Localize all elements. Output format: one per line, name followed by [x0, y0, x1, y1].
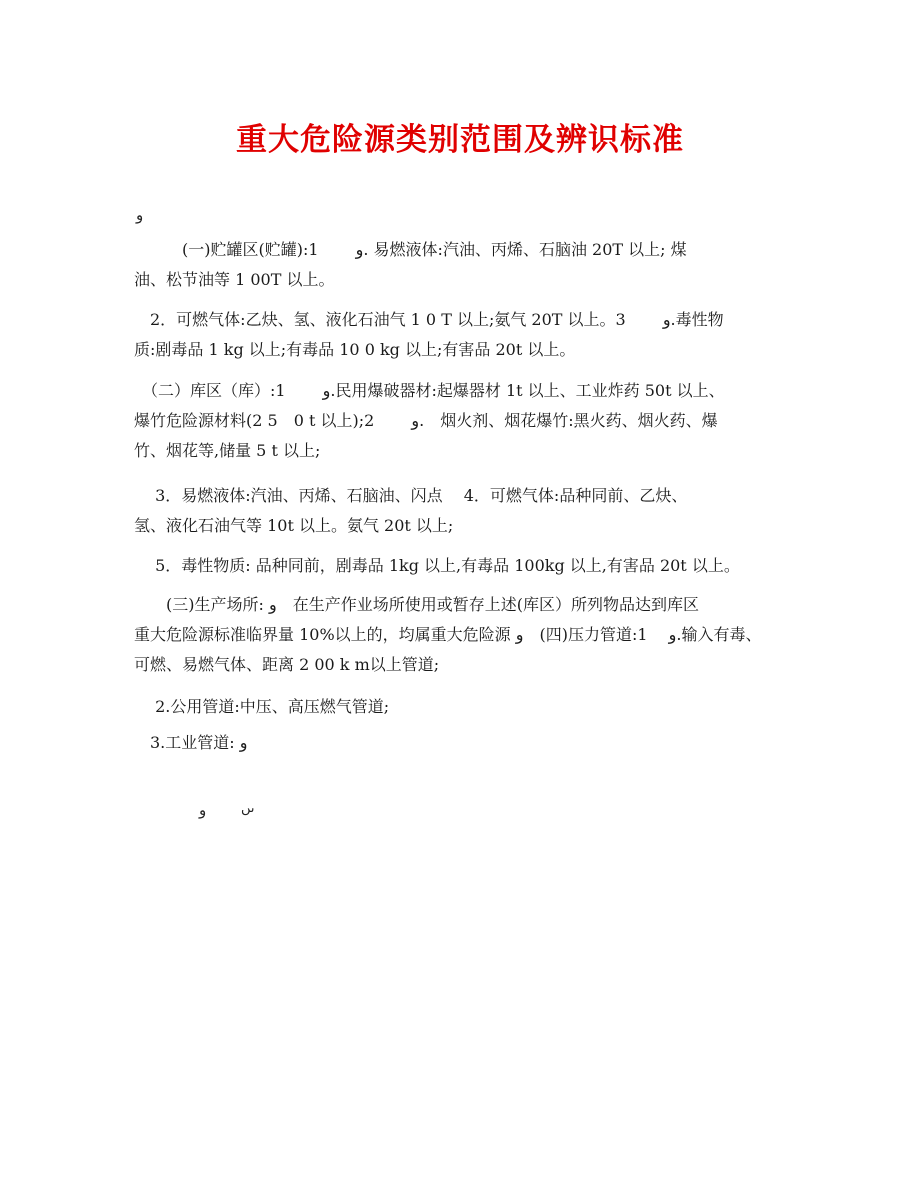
paragraph-line: 油、松节油等 1 00T 以上。	[134, 270, 335, 289]
document-title: 重大危险源类别范围及辨识标准	[236, 122, 684, 158]
paragraph-line: 爆竹危险源材料(2 5 0 t 以上);2 و. 烟火剂、烟花爆竹:黑火药、烟火药、爆	[134, 411, 718, 430]
paragraph-line: 质:剧毒品 1 kg 以上;有毒品 10 0 kg 以上;有害品 20t 以上。	[134, 340, 576, 359]
paragraph-line: 可燃、易燃气体、距离 2 00 k m以上管道;	[134, 655, 440, 674]
paragraph-line: (三)生产场所: و 在生产作业场所使用或暂存上述(库区）所列物品达到库区	[134, 595, 699, 614]
paragraph-line: 5．毒性物质: 品种同前，剧毒品 1kg 以上,有毒品 100kg 以上,有害品 20t 以上。	[134, 556, 740, 575]
leading-mark: و	[136, 206, 144, 224]
paragraph-line: 3.工业管道: و	[134, 733, 248, 752]
footer-mark: ںں	[241, 801, 255, 816]
paragraph-line: （二）库区（库）:1 و.民用爆破器材:起爆器材 1t 以上、工业炸药 50t 以上、	[134, 381, 725, 400]
paragraph-line: 3．易燃液体:汽油、丙烯、石脑油、闪点 4．可燃气体:品种同前、乙炔、	[134, 486, 688, 505]
paragraph-line: 氢、液化石油气等 10t 以上。氨气 20t 以上;	[134, 516, 454, 535]
paragraph-flammable-liquid	[134, 481, 794, 541]
paragraph-line: 重大危险源标准临界量 10%以上的，均属重大危险源 و (四)压力管道:1 و.输入有毒、	[134, 625, 762, 644]
paragraph-public-pipelines	[134, 692, 794, 722]
footer-mark: و	[199, 801, 207, 819]
paragraph-production-sites	[134, 590, 794, 680]
paragraph-storage-tanks	[134, 235, 794, 295]
paragraph-toxic	[134, 551, 794, 581]
paragraph-industrial-pipelines	[134, 728, 794, 758]
paragraph-line: 2．可燃气体:乙炔、氢、液化石油气 1 0 T 以上;氨气 20T 以上。3 و.毒性物	[134, 310, 724, 329]
paragraph-warehouse	[134, 376, 794, 466]
paragraph-line: 竹、烟花等,储量 5 t 以上;	[134, 441, 321, 460]
paragraph-line: 2.公用管道:中压、高压燃气管道;	[134, 697, 390, 716]
paragraph-flammable-gas	[134, 305, 794, 365]
paragraph-line: (一)贮罐区(贮罐):1 و. 易燃液体:汽油、丙烯、石脑油 20T 以上; 煤	[134, 240, 687, 259]
